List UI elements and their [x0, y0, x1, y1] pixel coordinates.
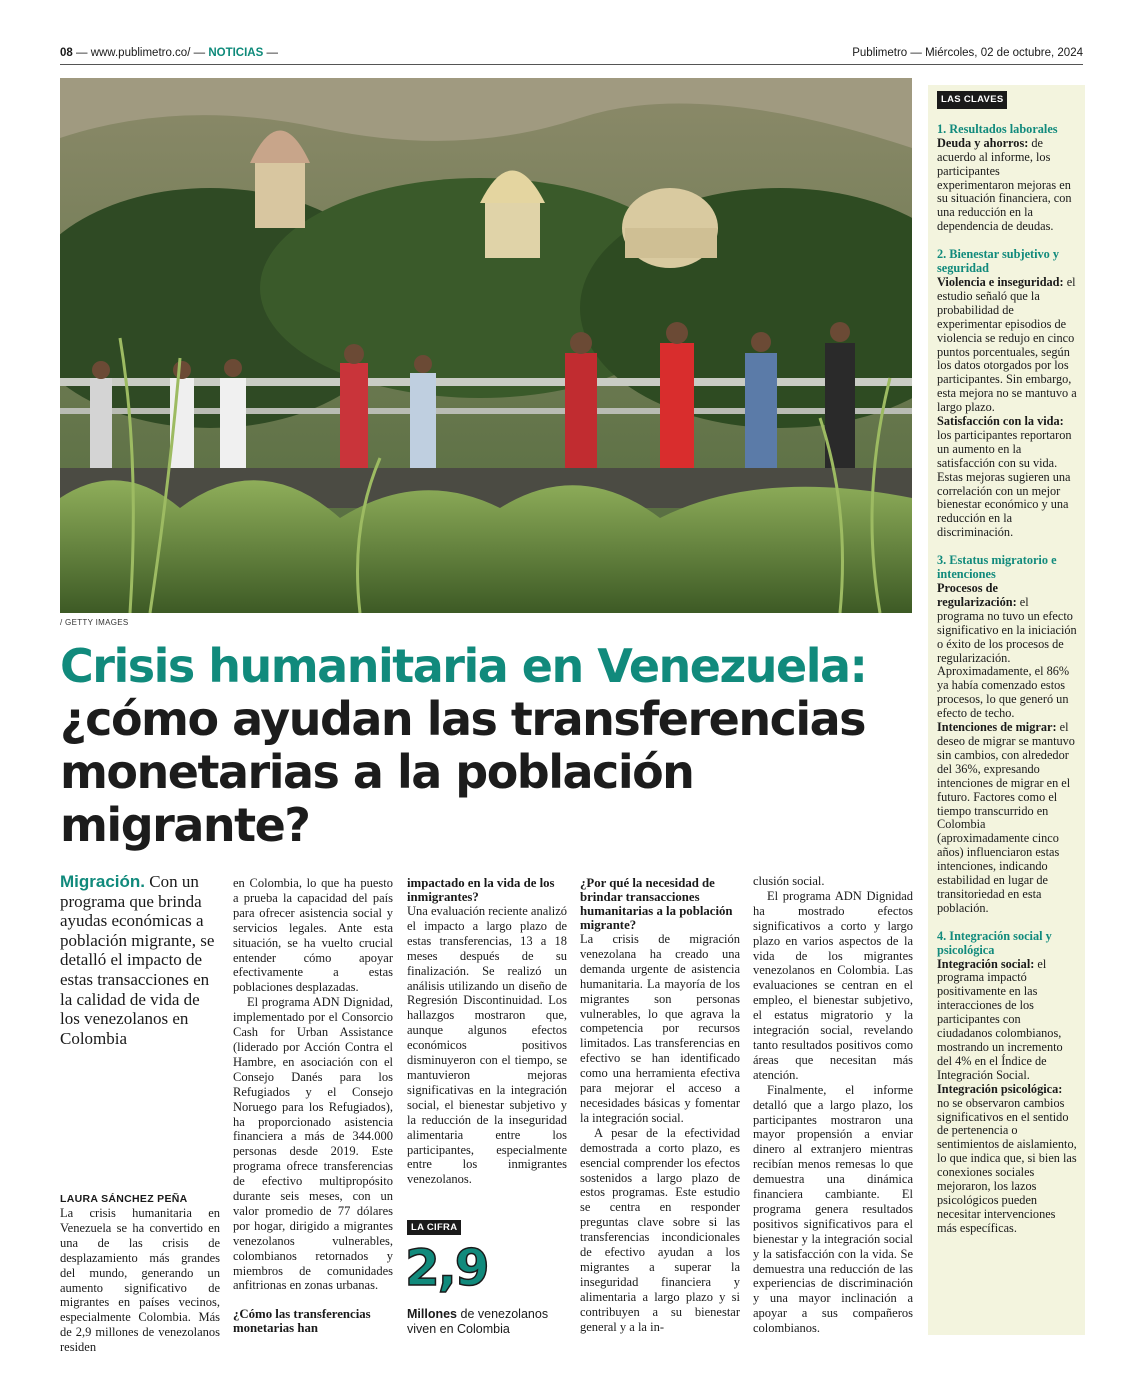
paragraph: Una evaluación reciente analizó el impacto a largo plazo de estas transferencias, 13 a 18 meses después de su finalización. Se realizó un análisis utilizando un diseño de Regresión Discontinuidad. Los hallazgos mostraron que, aunque algunos efectos económicos positivos disminuyeron con el tiempo, se mantuvieron mejoras significativas en la integración social, el bienestar subjetivo y la reducción de la inseguridad alimentaria entre los participantes, especialmente entre los inmigrantes venezolanos. — [407, 904, 567, 1187]
sidebar-text: el deseo de migrar se mantuvo sin cambios, con alrededor del 36%, expresando intenciones de migrar en el futuro. Factores como el tiempo transcurrido en Colombia (aproximadamente cinco años) influenciaron estas intenciones, indicando estabilidad en lugar de transitoriedad en esta población. — [937, 720, 1075, 915]
sidebar-term: Procesos de regularización: — [937, 581, 1017, 609]
paragraph: El programa ADN Dignidad ha mostrado efectos significativos a corto y largo plazo en varios aspectos de la vida de los migrantes venezolanos en Colombia. Las evaluaciones se centran en el empleo, el bienestar subjetivo, el estatus migratorio y la integración social, revelando tanto resultados positivos como áreas que necesitan más atención. — [753, 888, 913, 1082]
page-number: 08 — [60, 47, 73, 59]
page-header-date: Publimetro — Miércoles, 02 de octubre, 2024 — [852, 47, 1083, 59]
sidebar-term: Deuda y ahorros: — [937, 135, 1029, 150]
lead-text: Con un programa que brinda ayudas económicas a población migrante, se detalló el impacto de estas transacciones en la calidad de vida de los venezolanos en Colombia — [60, 872, 215, 1048]
paragraph: clusión social. — [753, 874, 825, 888]
sidebar-text: el programa no tuvo un efecto significativo en la iniciación o éxito de los procesos de regularización. Aproximadamente, el 86% ya había comenzado estos procesos, lo que generó un efecto de techo. — [937, 594, 1077, 721]
paragraph: Finalmente, el informe detalló que a largo plazo, los participantes mostraron una mayor propensión a enviar dinero al extranjero mientras recibían menos remesas lo que demuestra una dinámica financiera cambiante. El programa genera resultados positivos significativos para el bienestar y la integración social y la satisfacción con la vida. Se demuestra una reducción de las experiencias de discriminación y una mayor inclinación a apoyar a sus compañeros colombianos. — [753, 1082, 913, 1336]
sidebar-text: no se observaron cambios significativos en el sentido de pertenencia o sentimientos de aislamiento, lo que indica que, si bien las conexiones sociales mejoraron, los lazos psicológicos pueden necesitar intervenciones más específicas. — [937, 1095, 1077, 1235]
sidebar-tag: LAS CLAVES — [937, 91, 1007, 109]
sidebar-section-3-title: 3. Estatus migratorio e intenciones — [937, 553, 1057, 582]
subheading: ¿Por qué la necesidad de brindar transacciones humanitarias a la población migrante? — [580, 876, 733, 932]
la-cifra-number: 2,9 — [405, 1239, 488, 1297]
paragraph: El programa ADN Dignidad, implementado por el Consorcio Cash for Urban Assistance (liderado por Acción Contra el Hambre, en asociación con el Consejo Danés para los Refugiados y el Consejo Noruego para los Refugiados), ha proporcionado asistencia financiera a más de 344.000 personas desde 2019. Este programa ofrece transferencias de efectivo multipropósito durante seis meses, con un valor promedio de 77 dólares por hogar, dirigido a migrantes venezolanos vulnerables, colombianos retornados y miembros de comunidades anfitrionas en zonas urbanas. — [233, 995, 393, 1293]
article-column-4 — [580, 876, 740, 1334]
sidebar-section-2-title: 2. Bienestar subjetivo y seguridad — [937, 247, 1060, 276]
sidebar-text: el programa impactó positivamente en las interacciones de los participantes con ciudadanos colombianos, mostrando un incremento del 4% en el Índice de Integración Social. — [937, 956, 1063, 1082]
sidebar-section-1-item — [937, 137, 1077, 234]
sidebar-text: los participantes reportaron un aumento en la satisfacción con su vida. Estas mejoras sugieren una correlación con un mejor bienestar económico y una reducción en la discriminación. — [937, 427, 1072, 540]
headline — [60, 640, 920, 852]
sidebar-term: Violencia e inseguridad: — [937, 274, 1064, 289]
photo-credit: / GETTY IMAGES — [60, 618, 129, 627]
paragraph: La crisis de migración venezolana ha creado una demanda urgente de asistencia humanitaria. La mayoría de los migrantes son personas vulnerables, lo que agrava la competencia por recursos limitados. Las transferencias en efectivo se han identificado como una herramienta efectiva para mejorar el acceso a necesidades básicas y fomentar la integración social. — [580, 932, 740, 1125]
la-cifra-caption — [407, 1307, 567, 1337]
lead-kicker: Migración. — [60, 872, 146, 891]
sidebar-text: de acuerdo al informe, los participantes experimentaron mejoras en su situación financiera, con una reducción en la dependencia de deudas. — [937, 135, 1072, 234]
byline: LAURA SÁNCHEZ PEÑA — [60, 1193, 188, 1205]
article-lead — [60, 872, 220, 1048]
sidebar-section-4-title: 4. Integración social y psicológica — [937, 928, 1052, 957]
sidebar-term: Intenciones de migrar: — [937, 720, 1057, 735]
lead-photo — [60, 78, 912, 613]
la-cifra-text: de venezolanos viven en Colombia — [407, 1307, 549, 1336]
sidebar-section-4-item — [937, 1083, 1077, 1236]
la-cifra-tag: LA CIFRA — [407, 1220, 461, 1235]
article-column-5 — [753, 874, 913, 1336]
article-column-1 — [60, 1206, 220, 1355]
sidebar-term: Satisfacción con la vida: — [937, 414, 1064, 429]
sidebar-section-3-item — [937, 721, 1077, 916]
sidebar-term: Integración psicológica: — [937, 1081, 1063, 1096]
sidebar-section-2-item — [937, 276, 1077, 415]
headline-highlight: Crisis humanitaria en Venezuela: — [60, 639, 867, 693]
paragraph: A pesar de la efectividad demostrada a corto plazo, es esencial comprender los efectos sostenidos a largo plazo de estos programas. Este estudio se centra en responder preguntas clave sobre si las transferencias incondicionales de efectivo ayudan a los migrantes a superar la inseguridad financiera y alimentaria a largo plazo y si contribuyen a su bienestar general y a la in- — [580, 1125, 740, 1334]
sidebar-section-3-item — [937, 582, 1077, 721]
sidebar-text: el estudio señaló que la probabilidad de experimentar episodios de violencia se redujo en cinco puntos porcentuales, según los datos otorgados por los participantes. Sin embargo, esta mejora no se mantuvo a largo plazo. — [937, 274, 1077, 415]
article-column-3 — [407, 876, 567, 1187]
subheading: ¿Cómo las transferencias monetarias han — [233, 1307, 371, 1336]
sidebar-section-1-title: 1. Resultados laborales — [937, 121, 1058, 136]
sidebar-term: Integración social: — [937, 956, 1035, 971]
sidebar-las-claves — [928, 85, 1085, 1335]
section-name: NOTICIAS — [208, 47, 264, 59]
photo-illustration — [60, 78, 912, 613]
sidebar-section-4-item — [937, 958, 1077, 1083]
paragraph: La crisis humanitaria en Venezuela se ha convertido en una de las crisis de desplazamiento más grandes del mundo, generando un aumento significativo de migrantes en países vecinos, especialmente Colombia. Más de 2,9 millones de venezolanos residen — [60, 1206, 220, 1355]
headline-rest: ¿cómo ayudan las transferencias monetarias a la población migrante? — [60, 692, 866, 852]
section-tail: — — [266, 47, 278, 59]
la-cifra-unit: Millones — [407, 1307, 458, 1321]
header-rule — [60, 64, 1083, 65]
subheading: impactado en la vida de los inmigrantes? — [407, 876, 555, 904]
site-url: — www.publimetro.co/ — — [76, 47, 206, 59]
page-header-left — [60, 47, 278, 59]
sidebar-section-2-item — [937, 415, 1077, 540]
article-column-2 — [233, 876, 393, 1335]
paragraph: en Colombia, lo que ha puesto a prueba la capacidad del país para ofrecer asistencia social y servicios legales. Ante esta situación, se ha vuelto crucial entender cómo apoyar efectivamente a estas poblaciones desplazadas. — [233, 876, 393, 995]
